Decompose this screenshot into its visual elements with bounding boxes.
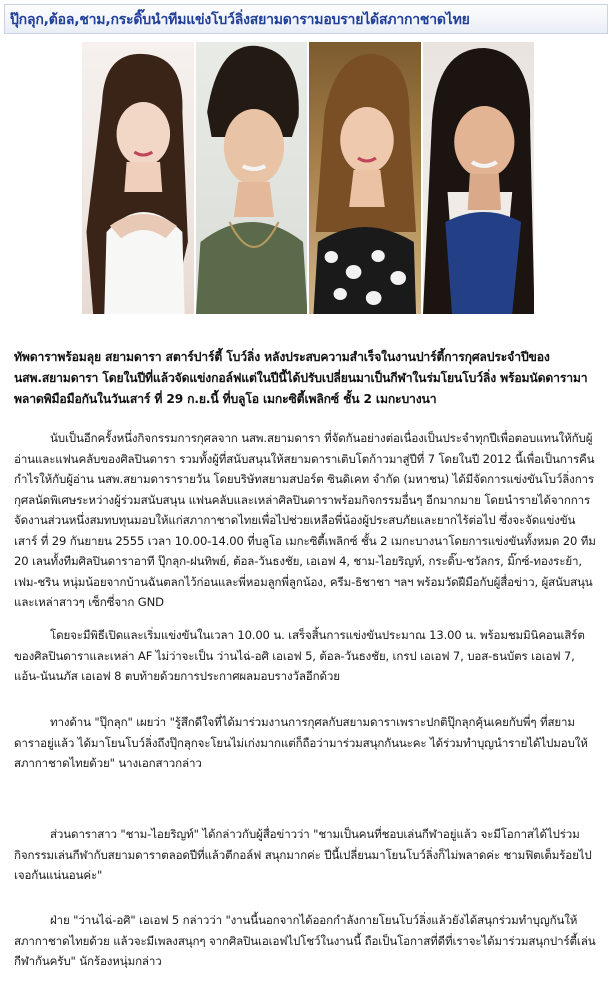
article-headline: ปุ๊กลุก,ต้อล,ชาม,กระดิ๊บนำทีมแข่งโบว์ลิ่งสยามดารามอบรายได้สภากาชาดไทย — [10, 12, 470, 28]
celebrity-photo-strip — [82, 42, 534, 314]
photo-actress-3 — [423, 42, 535, 314]
article-paragraph: ฝ่าย "ว่านไฉ่-อศิ" เอเอฟ 5 กล่าวว่า "งานนี้นอกจากได้ออกกำลังกายโยนโบว์ลิ่งแล้วยังได้สนุกร่วมทำบุญกันให้สภากาชาดไทยด้วย แล้วจะมีเพลงสนุกๆ จากศิลปินเอเอฟไปโชว์ในงานนี้ ถือเป็นโอกาสที่ดีที่เราจะได้มาร่วมสนุกปาร์ตี้เล่นกีฬากันครับ" นักร้องหนุ่มกล่าว — [14, 913, 596, 968]
article-lead: ทัพดาราพร้อมลุย สยามดารา สตาร์ปาร์ตี้ โบว์ลิ่ง หลังประสบความสำเร็จในงานปาร์ตี้การกุศลประจำปีของ นสพ.สยามดารา โดยในปีที่แล้วจัดแข่งกอล์ฟแต่ในปีนี้ได้ปรับเปลี่ยนมาเป็นกีฬาในร่มโยนโบว์ลิ่ง พร้อมนัดดารามาพลาดพิมือมือกันในวันเสาร์ ที่ 29 ก.ย.นี้ ที่บลูโอ เมกะซิตี้เพลิกซ์ ชั้น 2 เมกะบางนา — [14, 350, 588, 406]
article-paragraph: นับเป็นอีกครั้งหนึ่งกิจกรรมการกุศลจาก นสพ.สยามดารา ที่จัดกันอย่างต่อเนื่องเป็นประจำทุกปีเพื่อตอบแทนให้กับผู้อ่านและแฟนคลับของศิลปินดารา รวมทั้งผู้ที่สนับสนุนให้สยามดาราเติบโตก้าวมาสู่ปีที่ 7 โดยในปี 2012 นี้เพื่อเป็นการคืนกำไรให้กับผู้อ่าน นสพ.สยามดารารายวัน โดยบริษัทสยามสปอร์ต ซินดิเคท จำกัด (มหาชน) ได้มีจัดการแข่งขันโบว์ลิ่งการกุศลนัดพิเศษระหว่างผู้ร่วมสนับสนุน แฟนคลับและเหล่าศิลปินดาราพร้อมกิจกรรมอื่นๆ อีกมากมาย โดยนำรายได้จากการจัดงานส่วนหนึ่งสมทบทุนมอบให้แก่สภากาชาดไทยเพื่อไปช่วยเหลือพี่น้องผู้ประสบภัยและยากไร้ต่อไป ซึ่งจะจัดแข่งขัน เสาร์ ที่ 29 กันยายน 2555 เวลา 10.00-14.00 ที่บลูโอ เมกะซิตี้เพลิกซ์ ชั้น 2 เมกะบางนาโดยการแข่งขันทั้งหมด 20 ทีม 20 เลนทั้งทีมศิลปินดาราอาที ปุ๊กลุก-ฝนทิพย์, ต้อล-วันธงชัย, เอเอฟ 4, ชาม-ไอยริญท์, กระดิ๊บ-ชวัลกร, มิ๊กซ์-ทองระย้า, เฟม-ชริน หนุ่มน้อยจากบ้านฉันตลกไว้ก่อนและพี่หอมลูกพี่ลูกน้อง, ครีม-ธิชาชา ฯลฯ พร้อมวัดฝีมือกับผู้สื่อข่าว, ผู้สนับสนุน และเหล่าสาวๆ เซ็กซี่จาก GND — [14, 431, 596, 609]
photo-actress-1 — [82, 42, 194, 314]
article-paragraph: โดยจะมีพิธีเปิดและเริ่มแข่งขันในเวลา 10.00 น. เสร็จสิ้นการแข่งขันประมาณ 13.00 น. พร้อมชมมินิคอนเสิร์ตของศิลปินดาราและเหล่า AF ไม่ว่าจะเป็น ว่านไฉ่-อศิ เอเอฟ 5, ต้อล-วันธงชัย, เกรป เอเอฟ 7, บอส-ธนบัตร เอเอฟ 7, แอ้น-นันนภัส เอเอฟ 8 ตบท้ายด้วยการประกาศผลมอบรางวัลอีกด้วย — [14, 628, 585, 683]
article-paragraph: ส่วนดาราสาว "ชาม-ไอยริญท์" ได้กล่าวกับผู้สื่อข่าวว่า "ชามเป็นคนที่ชอบเล่นกีฬาอยู่แล้ว จะมีโอกาสได้ไปร่วมกิจกรรมเล่นกีฬากับสยามดาราตลอดปีที่แล้วตีกอล์ฟ สนุกมากค่ะ ปีนี้เปลี่ยนมาโยนโบว์ลิ่งก็ไม่พลาดค่ะ ชามฟิตเต็มร้อยไปเจอกันแน่นอนค่ะ" — [14, 827, 592, 882]
photo-actor — [196, 42, 308, 314]
photo-actress-2 — [309, 42, 421, 314]
article-paragraph: ทางด้าน "ปุ๊กลุก" เผยว่า "รู้สึกดีใจที่ได้มาร่วมงานการกุศลกับสยามดาราเพราะปกติปุ๊กลุกคุ้นเคยกับพี่ๆ ที่สยามดาราอยู่แล้ว ได้มาโยนโบว์ลิ่งถึงปุ๊กลุกจะโยนไม่เก่งมากแต่ก็ถือว่ามาร่วมสนุกกันนะคะ ได้ร่วมทำบุญนำรายได้ไปมอบให้สภากาชาดไทยด้วย" นางเอกสาวกล่าว — [14, 715, 588, 770]
